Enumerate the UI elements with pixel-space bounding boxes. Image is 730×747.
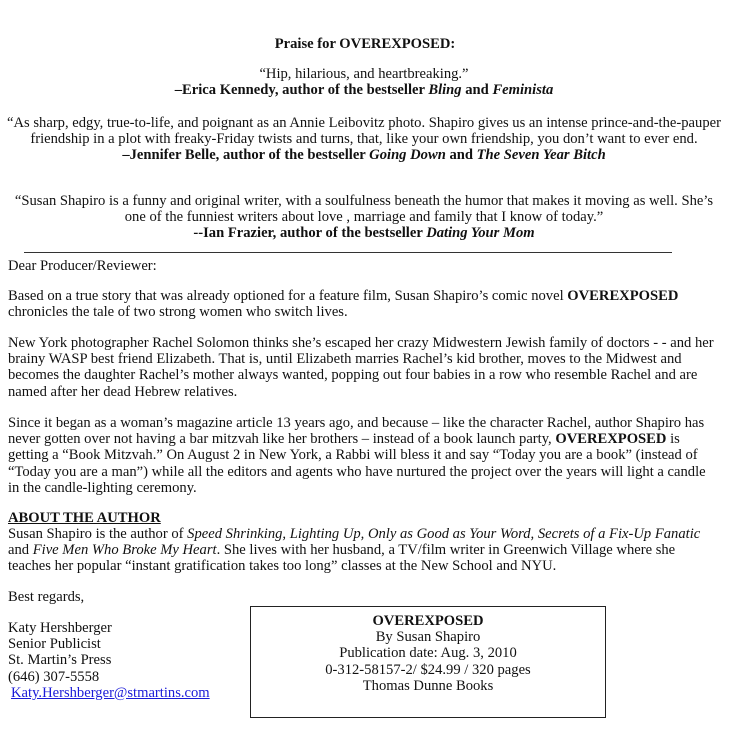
isbn-price: 0-312-58157-2/ $24.99 / 320 pages	[325, 661, 531, 678]
publisher: Thomas Dunne Books	[362, 677, 494, 694]
book-title: Dating Your Mom	[426, 225, 535, 242]
letter-paragraph: Based on a true story that was already optioned for a feature film, Susan Shapiro’s comic novel OVEREXPOSED chronicles the tale of two strong women who switch lives.	[8, 288, 679, 321]
book-title: OVEREXPOSED	[372, 613, 484, 629]
quote-attribution: –Erica Kennedy, author of the bestseller Bling and Feminista	[174, 82, 554, 99]
closing: Best regards,	[8, 589, 85, 605]
letter-paragraph: Since it began as a woman’s magazine article 13 years ago, and because – like the character Rachel, author Shapiro has never gotten over not having a bar mitzvah like her brothers – instead of a book launch party, OVEREXPOSED is getting a “Book Mitzvah.” On August 2 in New York, a Rabbi will bless it and say “Today you are a book” (instead of “Today you are a man”) while all the editors and agents who have nurtured the project over the years will light a candle in the candle-lighting ceremony.	[8, 415, 706, 496]
praise-quote	[6, 66, 722, 98]
book-title: Bling	[428, 82, 462, 99]
email-link[interactable]: Katy.Hershberger@stmartins.com	[11, 684, 210, 701]
letter-paragraph: New York photographer Rachel Solomon thinks she’s escaped her crazy Midwestern Jewish family of doctors - - and her brainy WASP best friend Elizabeth. That is, until Elizabeth marries Rachel’s kid brother, moves to the Midwest and becomes the daughter Rachel’s mother always wanted, popping out four babies in a row who resemble Rachel and are named after her dead Hebrew relatives.	[8, 335, 714, 400]
book-title: Going Down	[369, 147, 446, 164]
signer-name: Katy Hershberger	[8, 620, 112, 636]
section-divider	[24, 252, 672, 253]
book-title: Feminista	[492, 82, 554, 99]
quote-text: “Susan Shapiro is a funny and original writer, with a soulfulness beneath the humor that makes it moving as well. She’s one of the funniest writers about love , marriage and family that I know of today.”	[14, 193, 714, 226]
salutation: Dear Producer/Reviewer:	[8, 258, 157, 274]
book-title: OVEREXPOSED	[567, 288, 679, 304]
book-list: Speed Shrinking, Lighting Up, Only as Good as Your Word, Secrets of a Fix-Up Fanatic	[187, 526, 701, 542]
book-title: The Seven Year Bitch	[476, 147, 606, 164]
book-info-box	[250, 606, 606, 718]
praise-title: Praise for OVEREXPOSED:	[274, 36, 456, 52]
signer-phone: (646) 307-5558	[8, 668, 100, 685]
publication-date: Publication date: Aug. 3, 2010	[339, 645, 517, 662]
about-author-text: Susan Shapiro is the author of Speed Shrinking, Lighting Up, Only as Good as Your Word, Secrets of a Fix-Up Fanatic and Five Men Who Broke My Heart. She lives with her husband, a TV/film writer in Greenwich Village where she teaches her popular “instant gratification takes too long” classes at the New School and NYU.	[8, 526, 701, 575]
book-byline: By Susan Shapiro	[375, 629, 481, 646]
quote-text: “As sharp, edgy, true-to-life, and poignant as an Annie Leibovitz photo. Shapiro gives us an intense prince-and-the-pauper friendship in a plot with freaky-Friday twists and turns, that, like your own friendship, you don’t want to ever end.	[7, 115, 721, 148]
quote-attribution: --Ian Frazier, author of the bestseller Dating Your Mom	[193, 225, 535, 242]
about-author-heading: ABOUT THE AUTHOR	[8, 510, 161, 526]
praise-quote	[6, 115, 722, 164]
quote-text: “Hip, hilarious, and heartbreaking.”	[259, 66, 469, 82]
signer-title: Senior Publicist	[8, 636, 101, 653]
book-title: OVEREXPOSED	[555, 431, 667, 448]
quote-attribution: –Jennifer Belle, author of the bestseller Going Down and The Seven Year Bitch	[122, 147, 606, 164]
praise-quote	[6, 193, 722, 242]
signer-company: St. Martin’s Press	[8, 652, 112, 669]
book-title: Five Men Who Broke My Heart	[32, 542, 217, 559]
